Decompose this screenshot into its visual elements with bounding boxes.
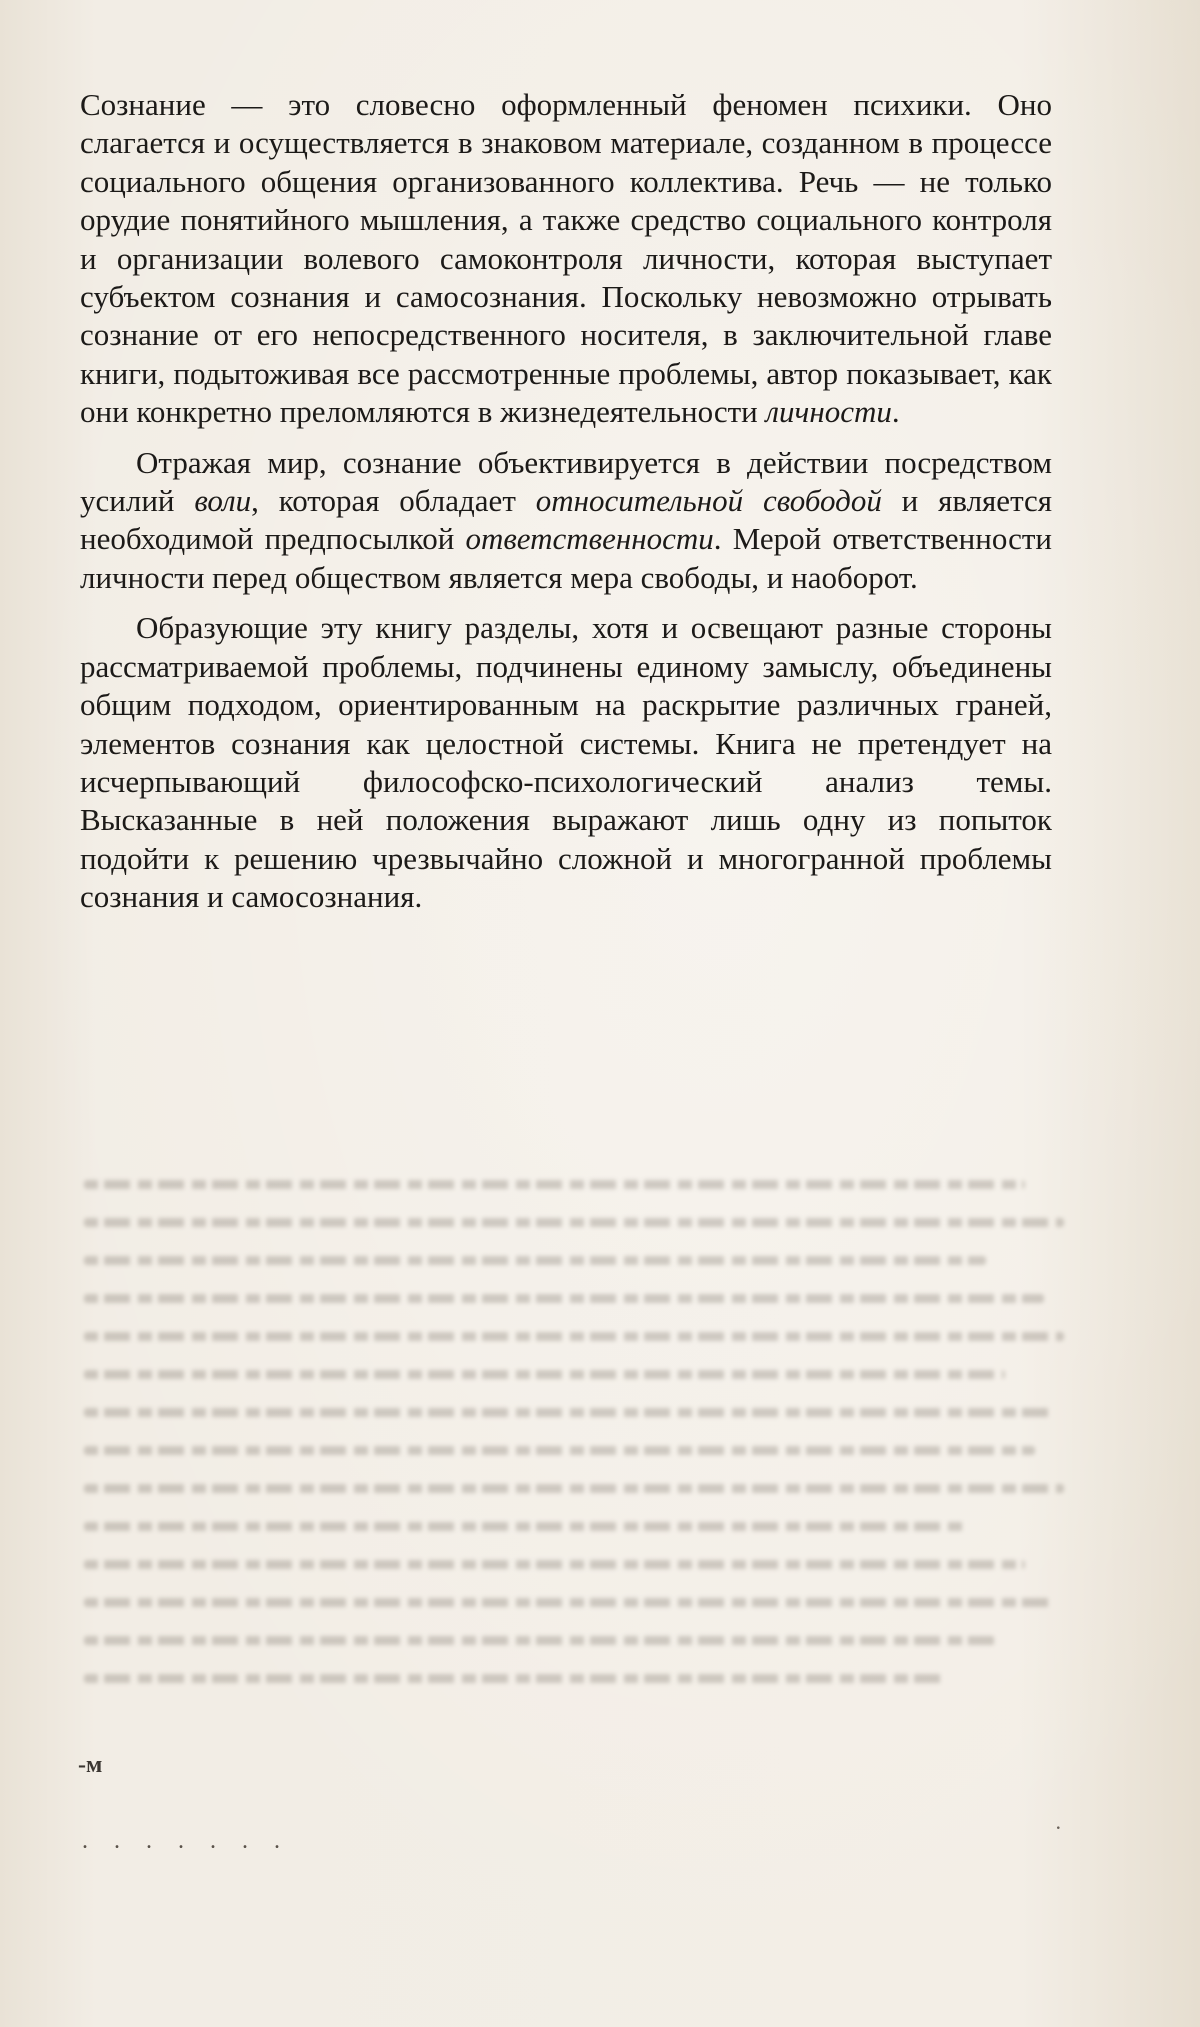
text-run: .	[891, 394, 900, 430]
italic-run: относительной свободой	[535, 483, 882, 519]
text-run: Образующие эту книгу разделы, хотя и освещают разные стороны рассматриваемой проблемы, подчинены единому замыслу, объединены общим подходом, ориентированным на раскрытие различных граней, элементов сознания как целостной системы. Книга не претендует на исчерпывающий философско-психологический анализ темы. Высказанные в ней положения выражают лишь одну из попыток подойти к решению чрезвычайно сложной и многогранной проблемы сознания и самосознания.	[80, 610, 1052, 915]
dotted-mark: . . . . . . .	[82, 1828, 290, 1854]
paragraph-2	[80, 444, 1052, 598]
text-run: и является необходимой предпосылкой	[80, 483, 1053, 557]
italic-run: воли	[194, 483, 252, 519]
margin-mark: -м	[78, 1752, 103, 1778]
body-text	[80, 86, 1052, 929]
text-run: , которая обладает	[251, 483, 536, 519]
corner-mark: ·	[1054, 1815, 1062, 1840]
paragraph-3	[80, 609, 1052, 916]
text-run: Отражая мир, сознание объективируется в действии посредством усилий	[80, 444, 1052, 519]
text-run: Сознание — это словесно оформленный феномен психики. Оно слагается и осуществляется в знаковом материале, созданном в процессе социального общения организованного коллектива. Речь — не только орудие понятийного мышления, а также средство социального контроля и организации волевого самоконтроля личности, которая выступает субъектом сознания и самосознания. Поскольку невозможно отрывать сознание от его непосредственного носителя, в заключительной главе книги, подытоживая все рассмотренные проблемы, автор показывает, как они конкретно преломляются в жизнедеятельности	[80, 87, 1052, 430]
italic-run: ответственности	[465, 521, 714, 557]
paragraph-1	[80, 86, 1052, 432]
bleed-through-text	[84, 1180, 1064, 1800]
italic-run: личности	[765, 394, 892, 430]
text-run: . Мерой ответственности личности перед обществом является мера свободы, и наоборот.	[80, 521, 1052, 595]
